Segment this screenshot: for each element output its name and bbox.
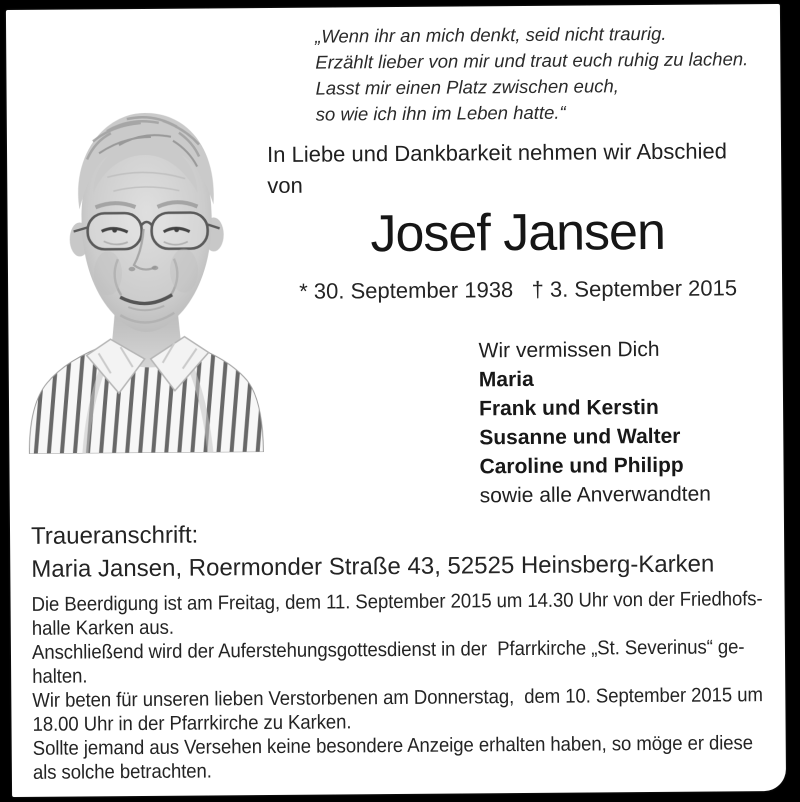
mourner-line: Susanne und Walter	[479, 424, 681, 450]
mourner-line: Maria	[478, 367, 534, 392]
deceased-name: Josef Jansen	[370, 202, 666, 264]
memorial-quote: „Wenn ihr an mich denkt, seid nicht traurig. Erzählt lieber von mir und traut euch ruhig zu lachen. Lasst mir einen Platz zwischen euch, so wie ich ihn im Leben hatte.“	[315, 22, 749, 125]
life-dates: * 30. September 1938 † 3. September 2015	[299, 275, 738, 304]
condolence-address-label: Traueranschrift:	[30, 521, 199, 550]
mourners-closing: sowie alle Anverwandten	[479, 482, 711, 508]
funeral-details: Die Beerdigung ist am Freitag, dem 11. September 2015 um 14.30 Uhr von der Friedhofs- halle Karken aus. Anschließend wird der Auferstehungsgottesdienst in der Pfarrkirche „St. Severinus“ ge- halten. Wir beten für unseren lieben Verstorbenen am Donnerstag, dem 10. September 2015 um 18.00 Uhr in der Pfarrkirche zu Karken. Sollte jemand aus Versehen keine besondere Anzeige erhalten haben, so möge er diese als solche betrachten.	[31, 588, 763, 784]
mourner-line: Caroline und Philipp	[479, 453, 684, 479]
deceased-name-block	[259, 200, 776, 305]
farewell-intro: In Liebe und Dankbarkeit nehmen wir Abschied von	[266, 138, 727, 199]
condolence-address: Maria Jansen, Roermonder Straße 43, 52525 Heinsberg-Karken	[31, 550, 715, 583]
portrait-photo	[23, 100, 268, 454]
mourners-heading: Wir vermissen Dich	[478, 337, 660, 363]
mourner-line: Frank und Kerstin	[478, 395, 659, 421]
mourners-list	[478, 335, 711, 511]
obituary-page	[6, 4, 786, 797]
